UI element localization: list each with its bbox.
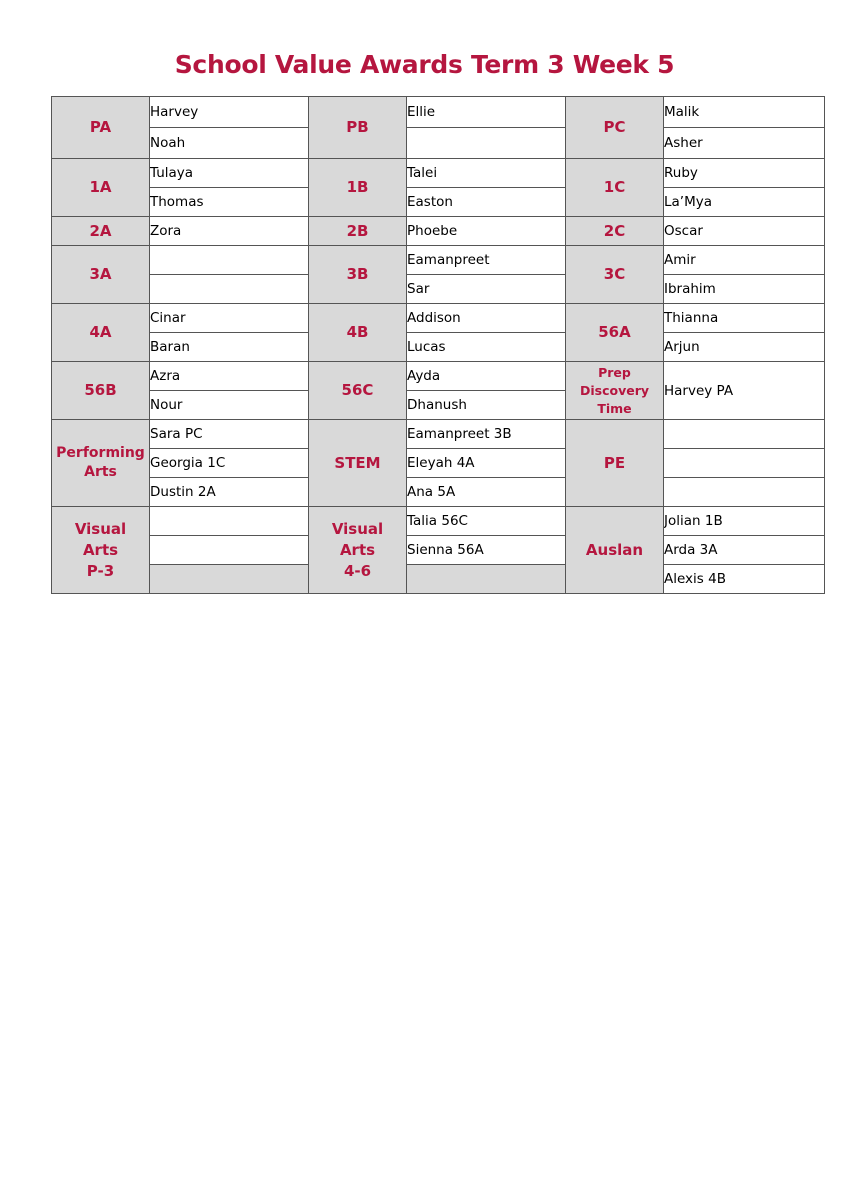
student-name: Harvey PA	[664, 362, 825, 420]
student-name	[150, 246, 309, 275]
class-label-visual-arts-p3	[52, 507, 150, 594]
student-name	[664, 420, 825, 449]
student-name: Azra	[150, 362, 309, 391]
student-name: Sienna 56A	[407, 536, 566, 565]
class-label: 1B	[309, 159, 407, 217]
class-label: PE	[566, 420, 664, 507]
student-name: Arjun	[664, 333, 825, 362]
student-name: Baran	[150, 333, 309, 362]
student-name: Jolian 1B	[664, 507, 825, 536]
student-name	[664, 478, 825, 507]
label-line: Discovery	[579, 382, 650, 398]
student-name: Ibrahim	[664, 275, 825, 304]
student-name	[150, 507, 309, 536]
label-line: Arts	[82, 540, 119, 559]
student-name: Asher	[664, 128, 825, 159]
class-label: 3C	[566, 246, 664, 304]
class-label: 4A	[52, 304, 150, 362]
student-name: Tulaya	[150, 159, 309, 188]
student-name: Malik	[664, 97, 825, 128]
student-name: Harvey	[150, 97, 309, 128]
label-line: Time	[597, 400, 632, 416]
student-name: Oscar	[664, 217, 825, 246]
class-label: PA	[52, 97, 150, 159]
class-label: PC	[566, 97, 664, 159]
class-label: 4B	[309, 304, 407, 362]
student-name: Lucas	[407, 333, 566, 362]
student-name	[150, 275, 309, 304]
label-line: Performing	[56, 445, 145, 461]
student-name: Georgia 1C	[150, 449, 309, 478]
class-label: 56C	[309, 362, 407, 420]
student-name: Addison	[407, 304, 566, 333]
student-name	[407, 565, 566, 594]
class-label-performing-arts	[52, 420, 150, 507]
student-name: Noah	[150, 128, 309, 159]
class-label: 2C	[566, 217, 664, 246]
student-name: Eamanpreet	[407, 246, 566, 275]
label-line: Prep	[598, 364, 631, 380]
page-title: School Value Awards Term 3 Week 5	[174, 50, 675, 79]
student-name: Thomas	[150, 188, 309, 217]
class-label: Auslan	[566, 507, 664, 594]
student-name	[150, 536, 309, 565]
class-label: STEM	[309, 420, 407, 507]
class-label: 3B	[309, 246, 407, 304]
student-name	[664, 449, 825, 478]
student-name: Dustin 2A	[150, 478, 309, 507]
class-label: PB	[309, 97, 407, 159]
student-name: Phoebe	[407, 217, 566, 246]
class-label: 2A	[52, 217, 150, 246]
student-name: Cinar	[150, 304, 309, 333]
label-line: P-3	[86, 561, 115, 580]
student-name: Nour	[150, 391, 309, 420]
class-label-prep-discovery-time	[566, 362, 664, 420]
class-label: 1A	[52, 159, 150, 217]
class-label: 56A	[566, 304, 664, 362]
student-name: Ana 5A	[407, 478, 566, 507]
student-name: Thianna	[664, 304, 825, 333]
student-name	[407, 128, 566, 159]
student-name: Sar	[407, 275, 566, 304]
label-line: Visual	[331, 519, 384, 538]
awards-table	[51, 96, 825, 594]
class-label: 56B	[52, 362, 150, 420]
student-name	[150, 565, 309, 594]
student-name: Arda 3A	[664, 536, 825, 565]
class-label: 1C	[566, 159, 664, 217]
class-label: 3A	[52, 246, 150, 304]
student-name: Ayda	[407, 362, 566, 391]
label-line: Arts	[84, 464, 117, 480]
student-name: Alexis 4B	[664, 565, 825, 594]
student-name: Sara PC	[150, 420, 309, 449]
class-label-visual-arts-46	[309, 507, 407, 594]
student-name: Dhanush	[407, 391, 566, 420]
student-name: Talei	[407, 159, 566, 188]
label-line: 4-6	[343, 561, 372, 580]
student-name: Eamanpreet 3B	[407, 420, 566, 449]
student-name: Eleyah 4A	[407, 449, 566, 478]
student-name: Talia 56C	[407, 507, 566, 536]
label-line: Arts	[339, 540, 376, 559]
student-name: Amir	[664, 246, 825, 275]
class-label: 2B	[309, 217, 407, 246]
student-name: Easton	[407, 188, 566, 217]
label-line: Visual	[74, 519, 127, 538]
student-name: Zora	[150, 217, 309, 246]
student-name: Ellie	[407, 97, 566, 128]
student-name: Ruby	[664, 159, 825, 188]
student-name: La’Mya	[664, 188, 825, 217]
